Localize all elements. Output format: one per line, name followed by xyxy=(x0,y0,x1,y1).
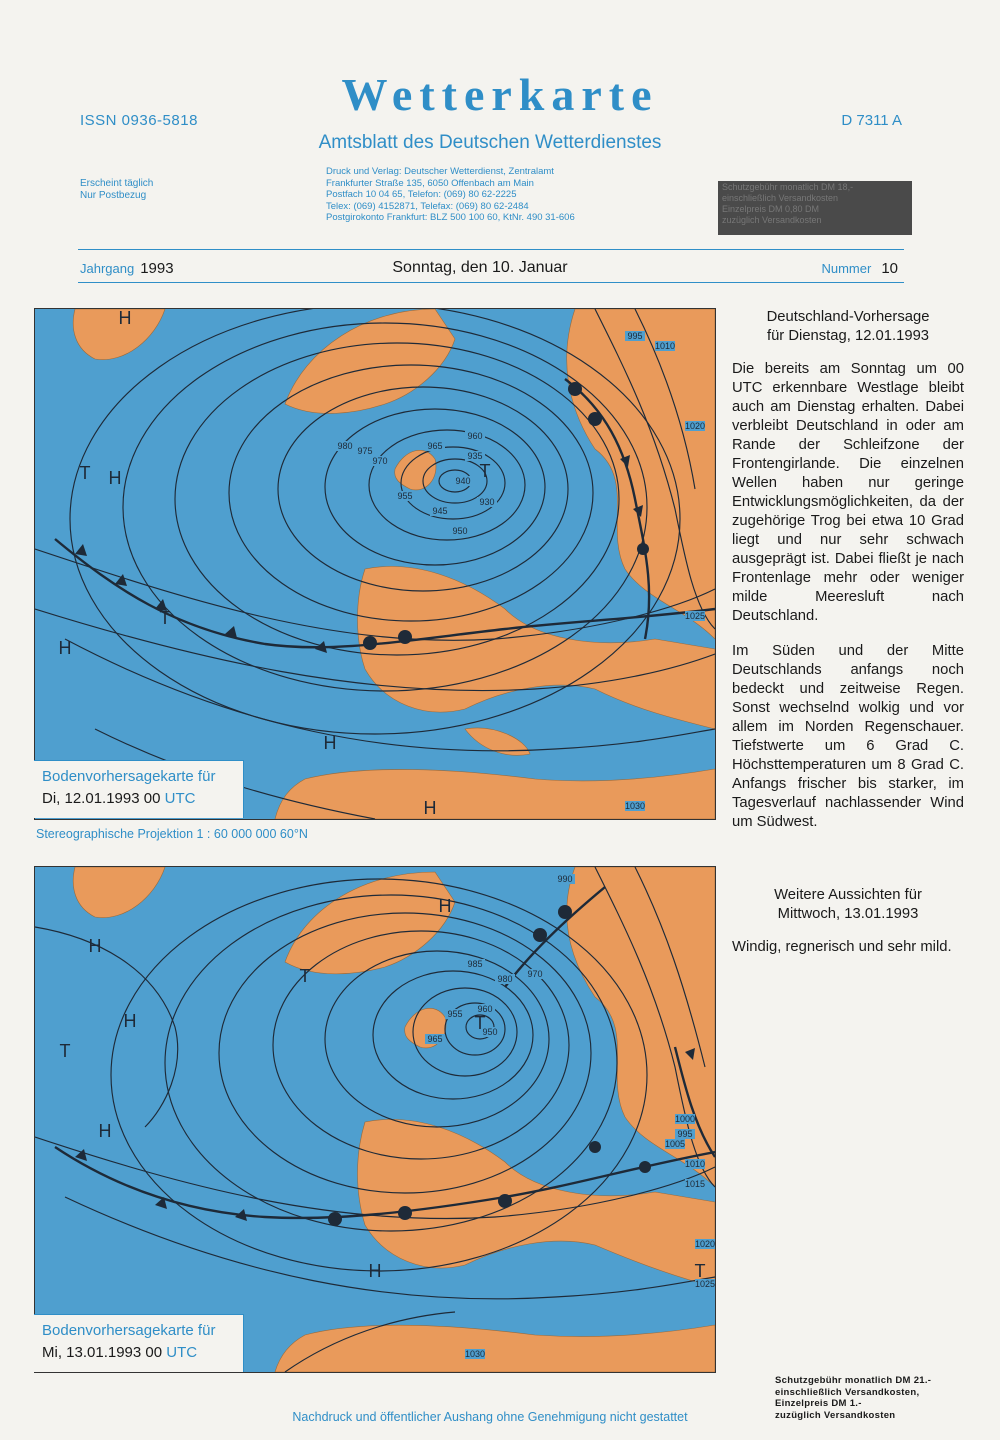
isobar-label: 960 xyxy=(477,1004,493,1014)
issn: ISSN 0936-5818 xyxy=(80,112,198,129)
pressure-center-mark: T xyxy=(79,463,91,483)
pressure-center-mark: T xyxy=(694,1261,706,1281)
isobar-label: 980 xyxy=(497,974,513,984)
fee-line: zuzüglich Versandkosten xyxy=(775,1409,896,1421)
volume-year: Jahrgang 1993 xyxy=(80,260,174,277)
isobar-label: 1015 xyxy=(684,1179,706,1189)
isobar-label: 940 xyxy=(455,476,471,486)
pressure-center-mark: H xyxy=(123,1011,137,1031)
fee-line: einschließlich Versandkosten, xyxy=(775,1386,920,1398)
isobar-label: 930 xyxy=(479,497,495,507)
map-wednesday-svg xyxy=(35,867,715,1372)
isobar-label: 950 xyxy=(452,526,468,536)
price-stamp-box xyxy=(718,181,912,235)
masthead-subtitle: Amtsblatt des Deutschen Wetterdienstes xyxy=(318,132,662,153)
publisher-line: Telex: (069) 4152871, Telefax: (069) 80 62-2484 xyxy=(326,200,529,212)
isobar-label: 985 xyxy=(467,959,483,969)
pressure-center-mark: H xyxy=(88,936,102,956)
isobar-label: 950 xyxy=(482,1027,498,1037)
isobar-label: 975 xyxy=(357,446,373,456)
header-rule-top xyxy=(78,249,904,250)
forecast-map-wednesday xyxy=(34,866,716,1373)
forecast-paragraph: Die bereits am Sonntag um 00 UTC erkennbare Westlage bleibt auch am Dienstag erhalten. Dabei verbleibt Deutschland in oder am Rande der Schleifzone der Frontengirlande. Die einzelnen Wellen haben nur geringe Entwicklungsmöglichkeiten, da der zugehörige Trog bei etwa 10 Grad liegt und nur sehr schwach ausgeprägt ist. Dabei fließt je nach Frontenlage mehr oder weniger milde Meeresluft nach Deutschland. xyxy=(732,361,964,624)
outlook-paragraph: Windig, regnerisch und sehr mild. xyxy=(732,939,952,955)
map-caption-wednesday xyxy=(34,1314,244,1372)
pressure-center-mark: H xyxy=(438,896,452,916)
outlook-heading-line: Mittwoch, 13.01.1993 xyxy=(777,906,919,922)
isobar-label: 970 xyxy=(527,969,543,979)
pressure-center-mark: T xyxy=(299,966,311,986)
forecast-paragraph: Im Süden und der Mitte Deutschlands anfangs noch bedeckt und zeitweise Regen. Sonst wechselnd wolkig und vor allem im Norden Regenschauer. Tiefstwerte um 6 Grad C. Höchsttemperaturen um 8 Grad C. Anfangs frischer bis starker, im Tagesverlauf nachlassender Wind um Südwest. xyxy=(732,643,964,830)
isobar-label: 1030 xyxy=(624,801,646,811)
stamp-line: zuzüglich Versandkosten xyxy=(722,215,822,225)
projection-note: Stereographische Projektion 1 : 60 000 000 60°N xyxy=(36,827,308,841)
fee-line: Einzelpreis DM 1.- xyxy=(775,1398,862,1409)
publisher-line: Postfach 10 04 65, Telefon: (069) 80 62-2225 xyxy=(326,189,517,200)
frequency-line: Nur Postbezug xyxy=(80,190,147,201)
map-tuesday-svg xyxy=(35,309,715,819)
isobar-label: 1025 xyxy=(694,1279,715,1289)
isobar-label: 970 xyxy=(372,456,388,466)
publisher-block xyxy=(326,166,575,224)
isobar-label: 995 xyxy=(677,1129,693,1139)
pressure-center-mark: T xyxy=(479,461,491,481)
stamp-line: einschließlich Versandkosten xyxy=(722,193,839,203)
header-rule-bottom xyxy=(78,282,904,283)
caption-datetime: Di, 12.01.1993 00 UTC xyxy=(42,790,196,807)
isobar-label: 960 xyxy=(467,431,483,441)
isobar-label: 945 xyxy=(432,506,448,516)
caption-label: Bodenvorhersagekarte für xyxy=(42,1322,216,1339)
isobar-label: 965 xyxy=(427,1034,443,1044)
publisher-line: Postgirokonto Frankfurt: BLZ 500 100 60, KtNr. 490 31-606 xyxy=(326,212,575,223)
isobar-label: 1020 xyxy=(694,1239,715,1249)
publisher-line: Druck und Verlag: Deutscher Wetterdienst, Zentralamt xyxy=(326,166,554,177)
issue-number: Nummer 10 xyxy=(821,260,898,277)
forecast-map-tuesday xyxy=(34,308,716,820)
publication-code: D 7311 A xyxy=(841,112,902,129)
isobar-label: 935 xyxy=(467,451,483,461)
isobar-label: 965 xyxy=(427,441,443,451)
isobar-label: 1000 xyxy=(674,1114,696,1124)
publisher-line: Frankfurter Straße 135, 6050 Offenbach am Main xyxy=(326,177,534,189)
forecast-heading xyxy=(732,308,964,346)
frequency-note xyxy=(80,178,153,202)
outlook-heading-line: Weitere Aussichten für xyxy=(774,887,922,903)
frequency-line: Erscheint täglich xyxy=(80,178,154,189)
pressure-center-mark: H xyxy=(368,1261,382,1281)
pressure-center-mark: T xyxy=(159,608,171,628)
pressure-center-mark: H xyxy=(58,638,72,658)
fee-line: Schutzgebühr monatlich DM 21.- xyxy=(775,1375,932,1386)
stamp-line: Schutzgebühr monatlich DM 18,- xyxy=(722,182,854,192)
forecast-heading-line: für Dienstag, 12.01.1993 xyxy=(766,328,930,344)
isobar-label: 1010 xyxy=(654,341,676,351)
pressure-center-mark: H xyxy=(108,468,122,488)
isobar-label: 1010 xyxy=(684,1159,706,1169)
isobar-label: 1030 xyxy=(464,1349,486,1359)
masthead-title: Wetterkarte xyxy=(341,69,659,120)
pressure-center-mark: H xyxy=(423,798,437,818)
caption-datetime: Mi, 13.01.1993 00 UTC xyxy=(42,1344,198,1361)
isobar-label: 980 xyxy=(337,441,353,451)
map-caption-tuesday xyxy=(34,760,244,818)
stamp-line: Einzelpreis DM 0,80 DM xyxy=(722,204,820,214)
pressure-center-mark: H xyxy=(323,733,337,753)
caption-label: Bodenvorhersagekarte für xyxy=(42,768,216,785)
forecast-heading-line: Deutschland-Vorhersage xyxy=(766,309,930,325)
isobar-label: 955 xyxy=(397,491,413,501)
forecast-text-column xyxy=(732,308,964,973)
outlook-heading xyxy=(732,886,964,924)
pressure-center-mark: T xyxy=(59,1041,71,1061)
pressure-center-mark: T xyxy=(474,1013,486,1033)
isobar-label: 1005 xyxy=(664,1139,686,1149)
reprint-notice: Nachdruck und öffentlicher Aushang ohne Genehmigung nicht gestattet xyxy=(292,1410,688,1424)
isobar-label: 955 xyxy=(447,1009,463,1019)
isobar-label: 1025 xyxy=(684,611,706,621)
isobar-label: 995 xyxy=(627,331,643,341)
issue-date: Sonntag, den 10. Januar xyxy=(392,259,568,276)
isobar-label: 990 xyxy=(557,874,573,884)
pressure-center-mark: H xyxy=(118,309,132,328)
pressure-center-mark: H xyxy=(98,1121,112,1141)
isobar-label: 1020 xyxy=(684,421,706,431)
